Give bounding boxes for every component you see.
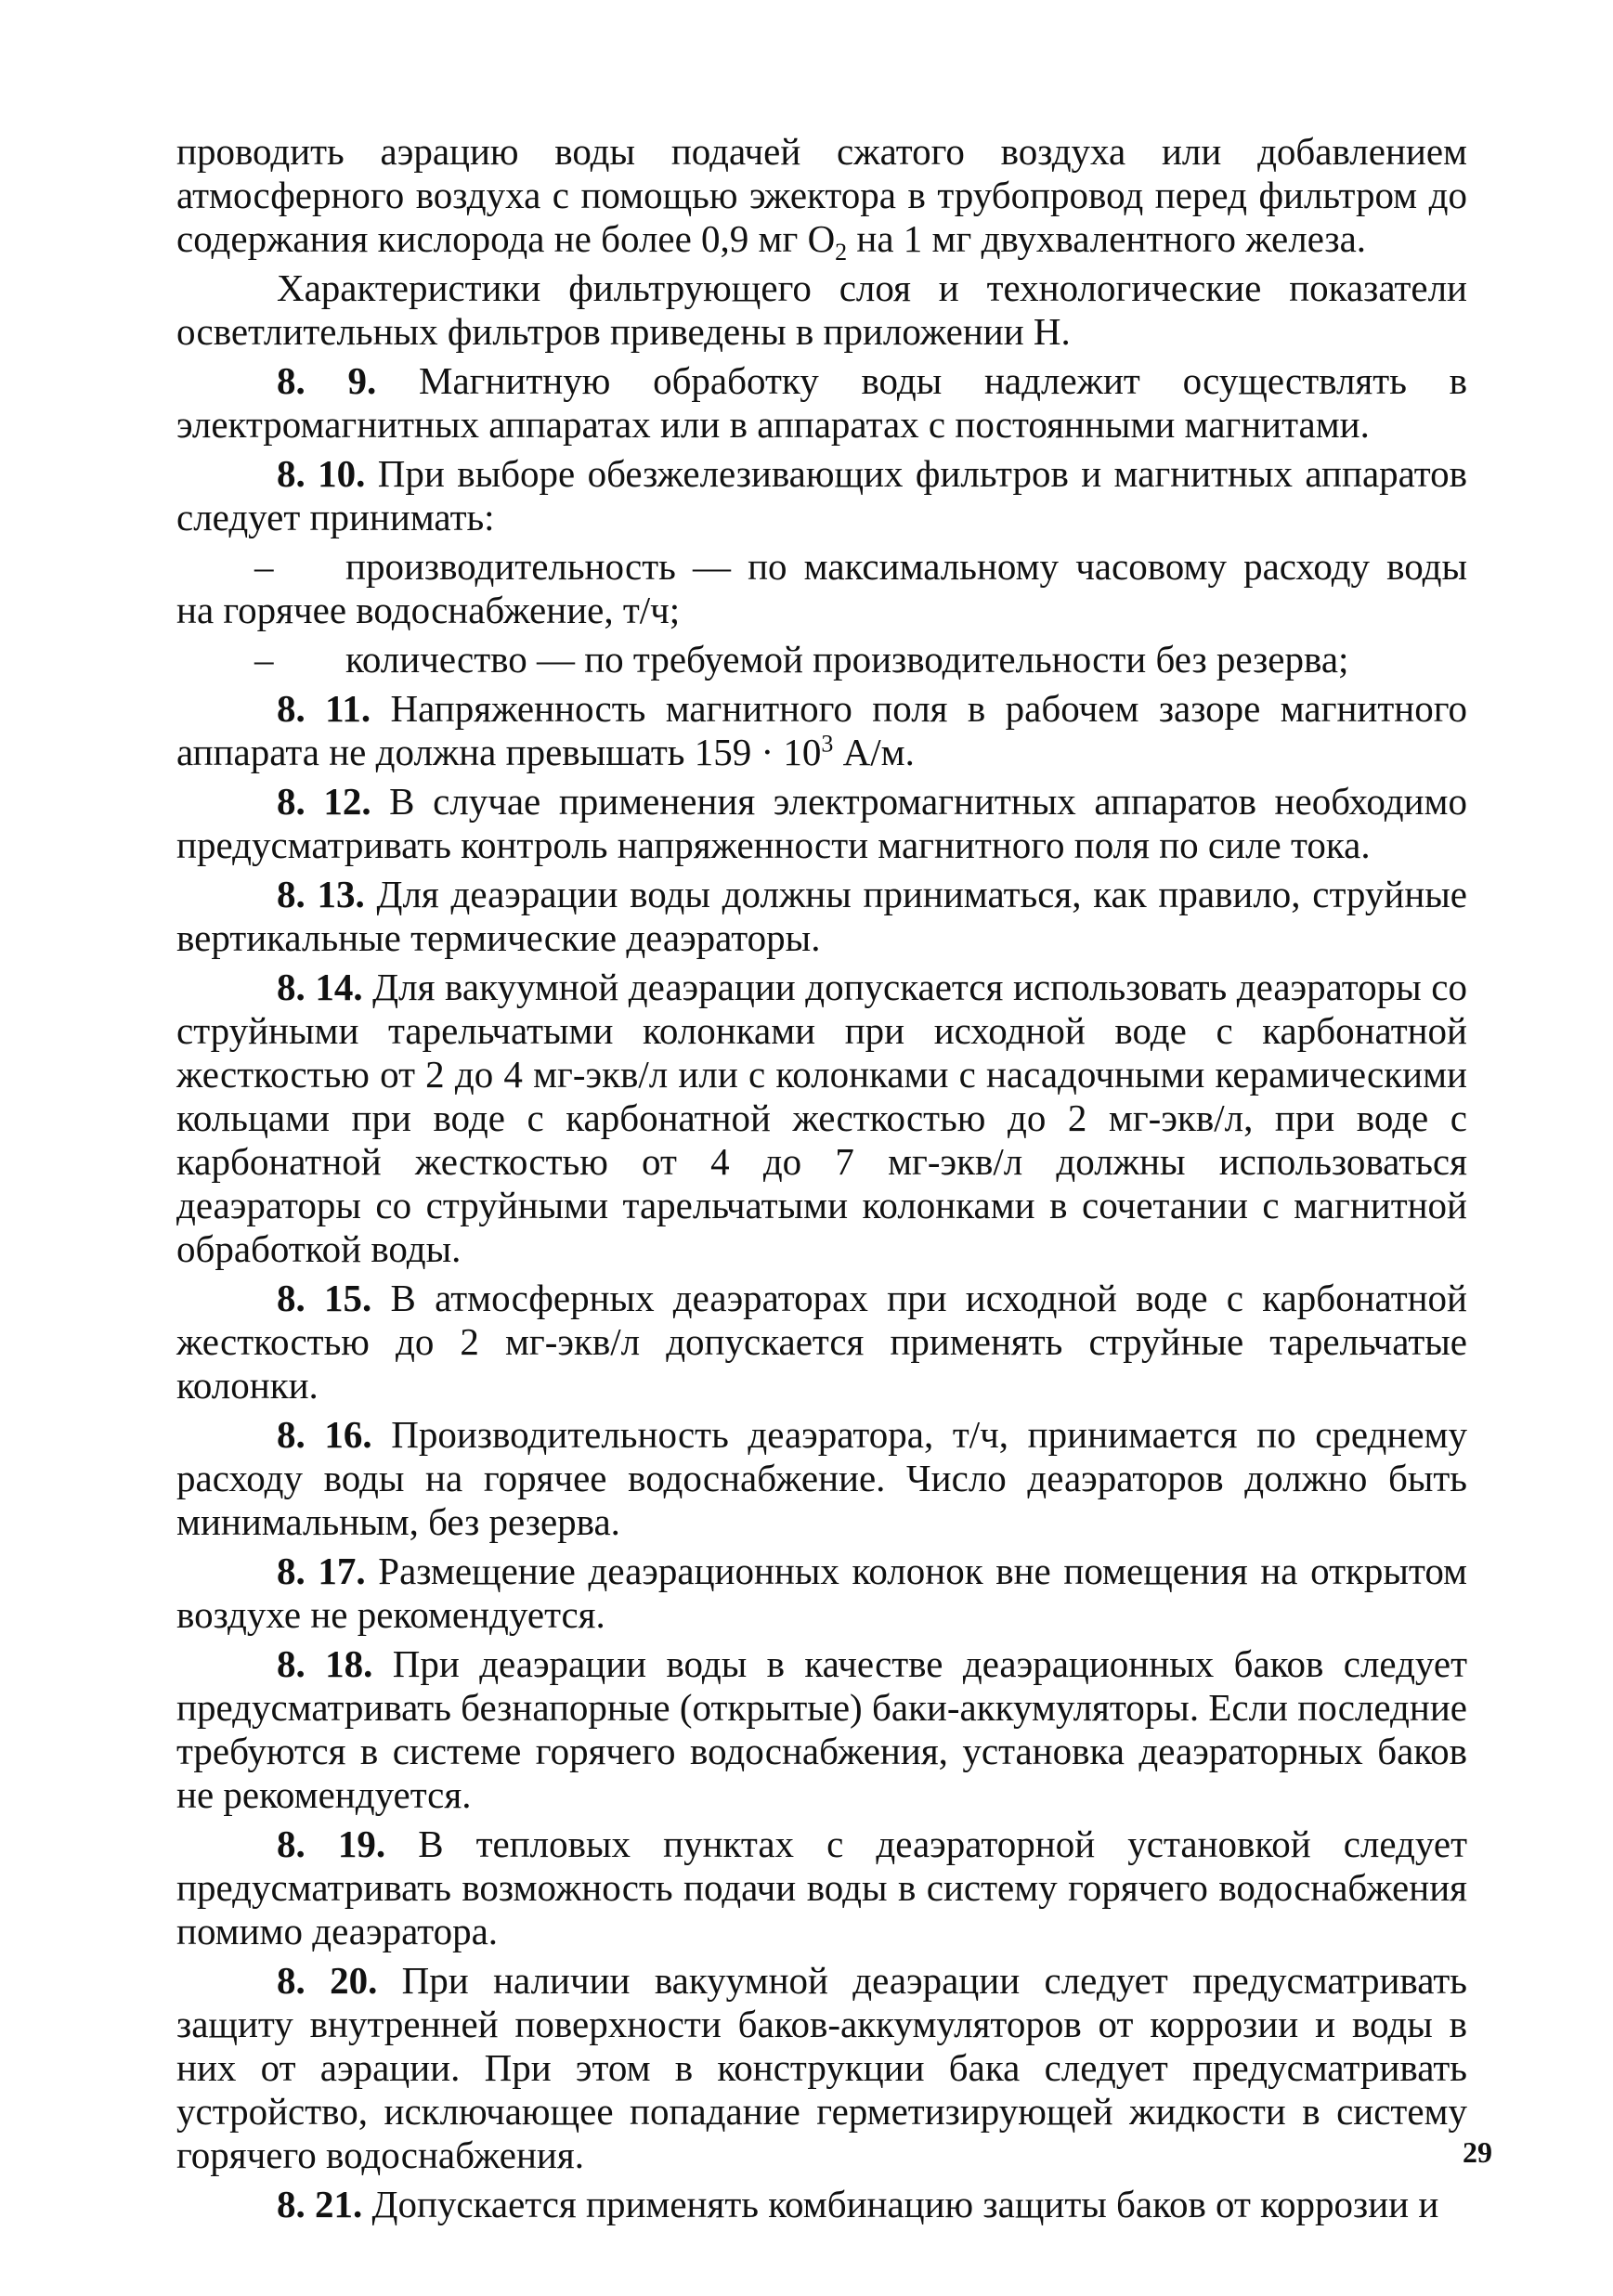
paragraph-filters: Характеристики фильтрующего слоя и технологические показатели осветлительных фильтров приведены в приложении Н. [176,266,1467,353]
section-8-15 [176,1277,1467,1407]
section-text-end: А/м. [833,731,915,773]
section-text: В тепловых пунктах с деаэраторной установкой следует предусматривать возможность подачи воды в систему горячего водоснабжения помимо деаэратора. [176,1823,1467,1952]
section-8-20 [176,1959,1467,2177]
paragraph-intro [176,130,1467,266]
section-text: При деаэрации воды в качестве деаэрационных баков следует предусматривать безнапорные (открытые) баки-аккумуляторы. Если последние требуются в системе горячего водоснабжения, установка деаэраторных баков не рекомендуется. [176,1642,1468,1816]
subscript-2: 2 [835,239,848,266]
section-number: 8. 13. [277,873,365,915]
list-item-text: производительность — по максимальному часовому расходу воды на горячее водоснабжение, т/ч; [176,545,1467,631]
section-text: В атмосферных деаэраторах при исходной воде с карбонатной жесткостью до 2 мг-экв/л допускается применять струйные тарельчатые колонки. [176,1277,1467,1407]
section-number: 8. 10. [277,452,366,495]
section-text: При наличии вакуумной деаэрации следует предусматривать защиту внутренней поверхности баков-аккумуляторов от коррозии и воды в них от аэрации. При этом в конструкции бака следует предусматривать устройство, исключающее попадание герметизирующей жидкости в систему горячего водоснабжения. [176,1959,1467,2176]
section-number: 8. 19. [277,1823,386,1865]
section-number: 8. 18. [277,1642,373,1685]
section-text: Допускается применять комбинацию защиты баков от коррозии и [362,2183,1439,2225]
section-8-16 [176,1413,1467,1544]
section-8-21 [176,2183,1467,2226]
section-8-19 [176,1823,1467,1953]
section-number: 8. 20. [277,1959,378,2002]
section-number: 8. 14. [277,966,363,1008]
section-number: 8. 15. [277,1277,372,1319]
list-item [176,545,1467,632]
page-number: 29 [1463,2135,1492,2169]
section-number: 8. 9. [277,359,377,402]
section-number: 8. 11. [277,687,371,730]
list-item [176,638,1467,681]
section-8-10 [176,452,1467,539]
section-text: Размещение деаэрационных колонок вне помещения на открытом воздухе не рекомендуется. [176,1550,1467,1636]
section-8-13 [176,873,1467,960]
dash-marker: – [254,638,274,681]
section-number: 8. 12. [277,780,371,823]
section-number: 8. 16. [277,1413,372,1456]
section-text: Для деаэрации воды должны приниматься, как правило, струйные вертикальные термические деаэраторы. [176,873,1467,959]
section-text: В случае применения электромагнитных аппаратов необходимо предусматривать контроль напряженности магнитного поля по силе тока. [176,780,1467,866]
list-item-text: количество — по требуемой производительности без резерва; [345,638,1349,681]
section-number: 8. 21. [277,2183,363,2225]
section-8-12 [176,780,1467,867]
section-8-9 [176,359,1467,447]
section-text: Магнитную обработку воды надлежит осуществлять в электромагнитных аппаратах или в аппаратах с постоянными магнитами. [176,359,1468,446]
section-text: Напряженность магнитного поля в рабочем зазоре магнитного аппарата не должна превышать 159 · 10 [176,687,1467,773]
section-8-18 [176,1642,1467,1817]
section-8-17 [176,1550,1467,1637]
intro-text-end: на 1 мг двухвалентного железа. [847,217,1367,260]
intro-text: проводить аэрацию воды подачей сжатого воздуха или добавлением атмосферного воздуха с помощью эжектора в трубопровод перед фильтром до содержания кислорода не более 0,9 мг O [176,130,1467,260]
section-text: При выборе обезжелезивающих фильтров и магнитных аппаратов следует принимать: [176,452,1468,538]
dash-marker: – [254,545,274,588]
section-text: Для вакуумной деаэрации допускается использовать деаэраторы со струйными тарельчатыми колонками при исходной воде с карбонатной жесткостью от 2 до 4 мг-экв/л или с колонками с насадочными керамическими кольцами при воде с карбонатной жесткостью до 2 мг-экв/л, при воде с карбонатной жесткостью от 4 до 7 мг-экв/л должны использоваться деаэраторы со струйными тарельчатыми колонками в сочетании с магнитной обработкой воды. [176,966,1468,1270]
section-number: 8. 17. [277,1550,366,1592]
section-text: Производительность деаэратора, т/ч, принимается по среднему расходу воды на горячее водоснабжение. Число деаэраторов должно быть минимальным, без резерва. [176,1413,1468,1543]
section-8-11 [176,687,1467,774]
document-page [176,130,1467,2232]
superscript-3: 3 [821,730,834,758]
section-8-14 [176,966,1467,1271]
